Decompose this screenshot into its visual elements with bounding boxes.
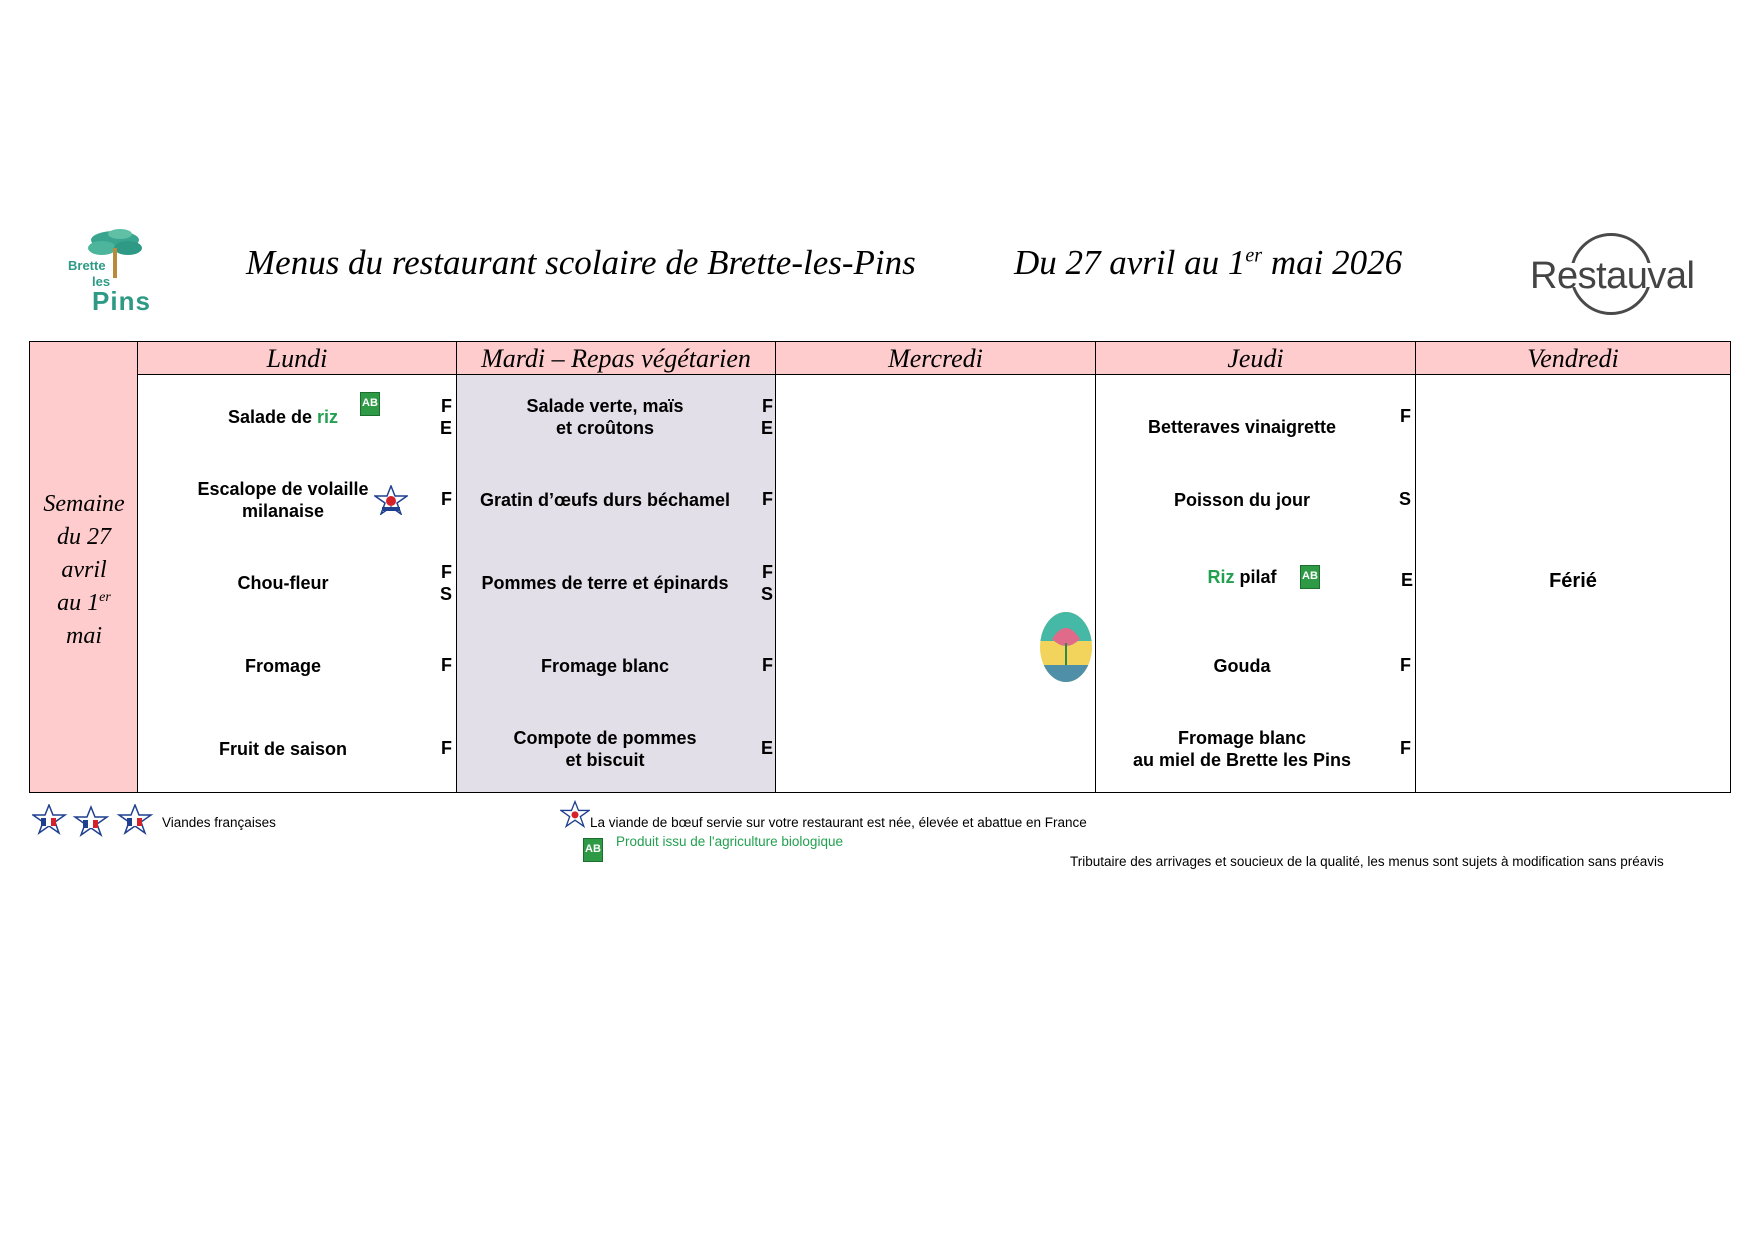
legend-boeuf: La viande de bœuf servie sur votre restaurant est née, élevée et abattue en France [590, 815, 1087, 830]
brette-les-pins-logo [62, 222, 162, 316]
allergen-code: F E [439, 396, 452, 438]
week-label: Semaine du 27 avril au 1er mai [43, 491, 125, 649]
column-mardi [457, 375, 776, 792]
dish-mardi-5: Compote de pommes et biscuit [513, 727, 697, 770]
dish-mardi-4: Fromage blanc [540, 655, 670, 676]
dish-jeudi-4: Gouda [1213, 655, 1271, 676]
column-jeudi [1096, 375, 1416, 792]
dish-jeudi-5: Fromage blanc au miel de Brette les Pins [1132, 727, 1352, 770]
legend-viandes-francaises: Viandes françaises [162, 815, 276, 830]
allergen-code: F [1400, 738, 1411, 758]
column-mercredi [776, 375, 1096, 792]
dish-mardi-3: Pommes de terre et épinards [481, 572, 729, 593]
allergen-code: F [441, 655, 452, 675]
legend-tributaire: Tributaire des arrivages et soucieux de la qualité, les menus sont sujets à modification sans préavis [1070, 854, 1664, 869]
week-column [30, 342, 138, 792]
dish-lundi-4: Fromage [244, 655, 322, 676]
allergen-code: F [1400, 655, 1411, 675]
restauval-logo-text: Restauval [1530, 255, 1695, 297]
logo-text-brette: Brette [68, 258, 106, 273]
allergen-code: E [1400, 570, 1413, 590]
legend-bio: Produit issu de l'agriculture biologique [616, 834, 843, 849]
allergen-code: F [441, 489, 452, 509]
day-header-jeudi: Jeudi [1096, 342, 1416, 375]
logo-text-pins: Pins [92, 286, 151, 316]
day-header-mardi: Mardi – Repas végétarien [457, 342, 776, 375]
column-vendredi [1416, 375, 1730, 792]
logo-text-les: les [92, 274, 111, 289]
easter-egg-icon [1038, 607, 1094, 683]
ab-bio-icon: AB [1300, 565, 1320, 589]
allergen-code: F E [760, 396, 773, 438]
dish-mardi-2: Gratin d’œufs durs béchamel [479, 489, 731, 510]
allergen-code: E [760, 738, 773, 758]
dish-jeudi-2: Poisson du jour [1173, 489, 1310, 510]
allergen-code: F [1400, 406, 1411, 426]
allergen-code: F [762, 655, 773, 675]
restauval-logo [1530, 233, 1700, 315]
ferie-label: Férié [1549, 570, 1597, 592]
allergen-code: F S [439, 562, 452, 604]
allergen-code: S [1398, 489, 1411, 509]
day-header-lundi: Lundi [138, 342, 457, 375]
dish-lundi-1: Salade de riz [227, 406, 339, 427]
viande-bovine-france-icon [560, 800, 590, 828]
dish-mardi-1: Salade verte, maïs et croûtons [526, 395, 684, 438]
dish-jeudi-1: Betteraves vinaigrette [1147, 416, 1337, 437]
ab-bio-icon: AB [583, 838, 603, 862]
dish-lundi-2: Escalope de volaille milanaise [197, 478, 369, 521]
day-header-vendredi: Vendredi [1416, 342, 1730, 375]
page-title: Menus du restaurant scolaire de Brette-les-Pins [246, 243, 916, 282]
dish-lundi-5: Fruit de saison [218, 738, 348, 759]
column-lundi [138, 375, 457, 792]
viandes-francaises-icons [32, 804, 158, 838]
allergen-code: F S [760, 562, 773, 604]
menu-table [29, 341, 1731, 793]
viande-francaise-icon [374, 485, 408, 515]
date-range: Du 27 avril au 1er mai 2026 [1014, 243, 1403, 282]
day-header-mercredi: Mercredi [776, 342, 1096, 375]
allergen-code: F [762, 489, 773, 509]
ab-bio-icon: AB [360, 392, 380, 416]
dish-lundi-3: Chou-fleur [237, 572, 329, 593]
allergen-code: F [441, 738, 452, 758]
dish-jeudi-3: Riz pilaf [1207, 566, 1277, 587]
